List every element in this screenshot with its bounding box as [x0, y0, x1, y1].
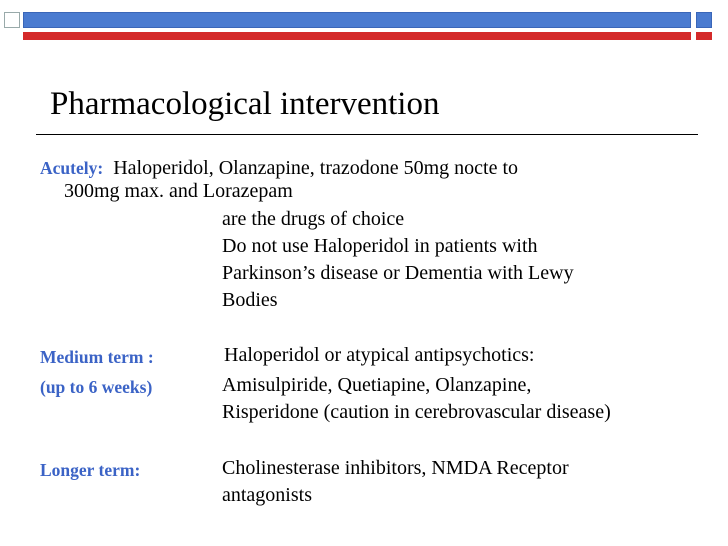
medium-term-sublabel: (up to 6 weeks): [40, 377, 153, 397]
acutely-text-5: Parkinson’s disease or Dementia with Lewy: [222, 262, 574, 284]
header-bar-blue: [23, 12, 691, 28]
acutely-text-1: Haloperidol, Olanzapine, trazodone 50mg nocte to: [113, 157, 519, 179]
decor-square-red: [696, 32, 712, 40]
decor-square-blue: [696, 12, 712, 28]
acutely-text-2: 300mg max. and Lorazepam: [64, 180, 293, 202]
title-divider: [36, 134, 698, 135]
acutely-text-6: Bodies: [222, 289, 278, 311]
acutely-text-3: are the drugs of choice: [222, 208, 405, 230]
header-bar-red: [23, 32, 691, 40]
acutely-text-4: Do not use Haloperidol in patients with: [222, 235, 538, 257]
longer-text-1: Cholinesterase inhibitors, NMDA Receptor: [222, 457, 569, 479]
longer-text-2: antagonists: [222, 484, 312, 506]
longer-term-label: Longer term:: [40, 460, 141, 480]
slide-title: Pharmacological intervention: [50, 86, 440, 122]
acutely-label: Acutely:: [40, 158, 104, 178]
medium-term-label: Medium term :: [40, 347, 154, 367]
medium-text-2: Amisulpiride, Quetiapine, Olanzapine,: [222, 374, 532, 396]
medium-text-3: Risperidone (caution in cerebrovascular disease): [222, 401, 611, 423]
medium-text-1: Haloperidol or atypical antipsychotics:: [224, 344, 535, 366]
acutely-line-1: [40, 156, 518, 180]
decor-square-white: [4, 12, 20, 28]
